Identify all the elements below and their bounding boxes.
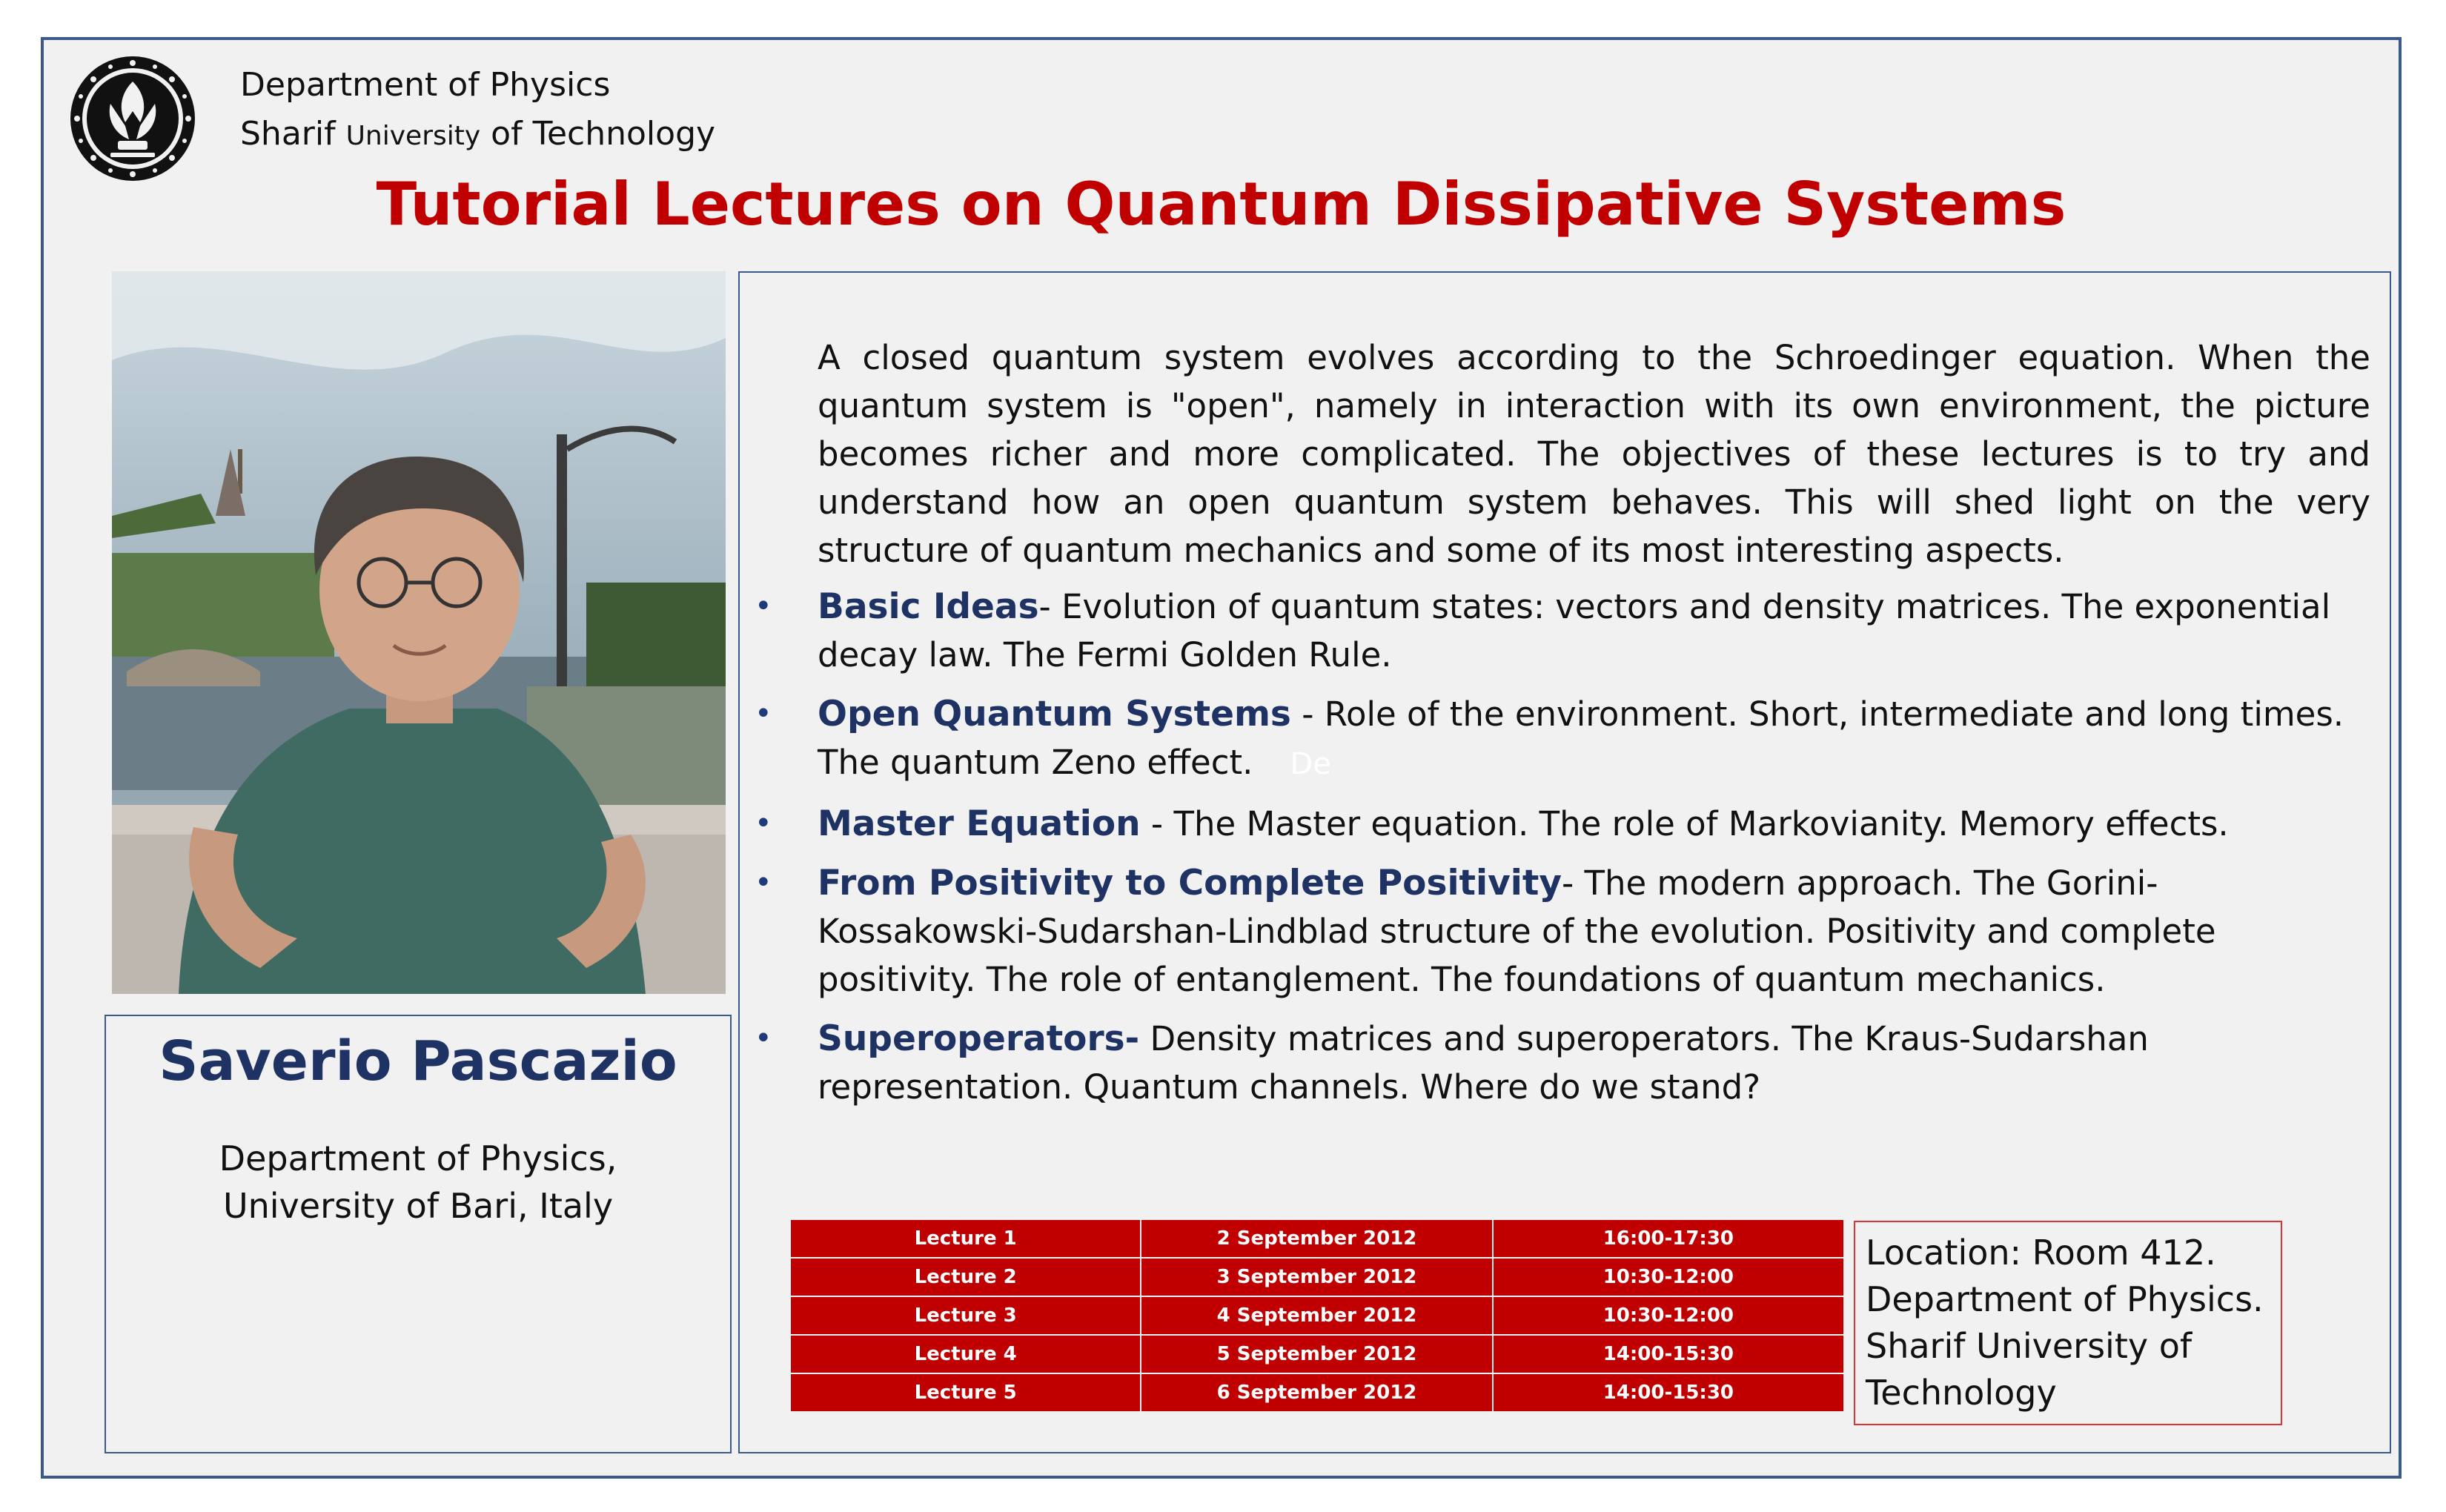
time-cell: 14:00-15:30 xyxy=(1493,1373,1844,1412)
topic-name: Basic Ideas xyxy=(818,586,1039,627)
university-name xyxy=(240,110,715,161)
lecture-cell: Lecture 1 xyxy=(790,1219,1141,1258)
intro-paragraph: A closed quantum system evolves according to the Schroedinger equation. When the quantum system is "open", namely in interaction with its own environment, the picture becomes richer and more complicated. The objectives of these lectures is to try and understand how an open quantum system behaves. This will shed light on the very structure of quantum mechanics and some of its most interesting aspects. xyxy=(818,338,2370,570)
date-cell: 2 September 2012 xyxy=(1141,1219,1492,1258)
bullet-icon: • xyxy=(755,866,772,900)
date-cell: 6 September 2012 xyxy=(1141,1373,1492,1412)
location-line: Sharif University of xyxy=(1866,1326,2193,1366)
location-line: Technology xyxy=(1866,1373,2057,1413)
topic-name: From Positivity to Complete Positivity xyxy=(818,863,1562,903)
lecture-cell: Lecture 2 xyxy=(790,1258,1141,1296)
topic-description: - Role of the environment. Short, intermediate and long times. The quantum Zeno effect. xyxy=(818,694,2344,782)
speaker-name: Saverio Pascazio xyxy=(159,1029,677,1093)
topic-description: - Evolution of quantum states: vectors and density matrices. The exponential decay law. The Fermi Golden Rule. xyxy=(818,587,2331,674)
university-seal-icon xyxy=(66,52,199,185)
speaker-portrait xyxy=(112,271,726,994)
table-row xyxy=(790,1373,1844,1412)
lecture-cell: Lecture 4 xyxy=(790,1335,1141,1373)
table-row xyxy=(790,1296,1844,1335)
speaker-affiliation-line2: University of Bari, Italy xyxy=(222,1186,614,1226)
topic-item xyxy=(755,690,2348,789)
time-cell: 10:30-12:00 xyxy=(1493,1258,1844,1296)
university-name-part1: Sharif xyxy=(240,115,346,153)
poster-title: Tutorial Lectures on Quantum Dissipative Systems xyxy=(376,170,2066,239)
topic-name: Superoperators- xyxy=(818,1018,1140,1059)
topic-item xyxy=(755,583,2348,679)
location-box xyxy=(1854,1221,2282,1425)
stray-text: De xyxy=(1290,747,1331,781)
date-cell: 4 September 2012 xyxy=(1141,1296,1492,1335)
poster xyxy=(41,37,2402,1479)
department-header xyxy=(240,61,715,161)
bullet-icon: • xyxy=(755,697,772,731)
lecture-cell: Lecture 5 xyxy=(790,1373,1141,1412)
topic-name: Open Quantum Systems xyxy=(818,694,1291,735)
table-row xyxy=(790,1335,1844,1373)
bullet-icon: • xyxy=(755,589,772,623)
table-row xyxy=(790,1258,1844,1296)
topic-description: - The Master equation. The role of Markovianity. Memory effects. xyxy=(1140,804,2229,843)
date-cell: 3 September 2012 xyxy=(1141,1258,1492,1296)
department-name: Department of Physics xyxy=(240,66,611,104)
location-line: Location: Room 412. xyxy=(1866,1233,2216,1273)
speaker-affiliation-line1: Department of Physics, xyxy=(219,1138,617,1178)
topic-item xyxy=(755,800,2348,848)
time-cell: 16:00-17:30 xyxy=(1493,1219,1844,1258)
topic-name: Master Equation xyxy=(818,803,1141,844)
speaker-affiliation xyxy=(106,1135,730,1230)
schedule-table xyxy=(789,1218,1845,1413)
speaker-info-box xyxy=(105,1015,732,1453)
topic-item xyxy=(755,1015,2348,1111)
lecture-cell: Lecture 3 xyxy=(790,1296,1141,1335)
topic-description: Density matrices and superoperators. The Kraus-Sudarshan representation. Quantum channels. Where do we stand? xyxy=(818,1019,2149,1107)
topic-list xyxy=(755,583,2348,1122)
bullet-icon: • xyxy=(755,1021,772,1055)
topic-item xyxy=(755,859,2348,1004)
table-row xyxy=(790,1219,1844,1258)
date-cell: 5 September 2012 xyxy=(1141,1335,1492,1373)
university-name-part3: of Technology xyxy=(480,115,716,153)
location-line: Department of Physics. xyxy=(1866,1279,2264,1319)
time-cell: 10:30-12:00 xyxy=(1493,1296,1844,1335)
topic-description: - The modern approach. The Gorini-Kossakowski-Sudarshan-Lindblad structure of the evolution. Positivity and complete positivity. The role of entanglement. The foundations of quantum mechanics. xyxy=(818,863,2216,999)
university-name-part2: University xyxy=(345,121,481,151)
time-cell: 14:00-15:30 xyxy=(1493,1335,1844,1373)
bullet-icon: • xyxy=(755,806,772,840)
